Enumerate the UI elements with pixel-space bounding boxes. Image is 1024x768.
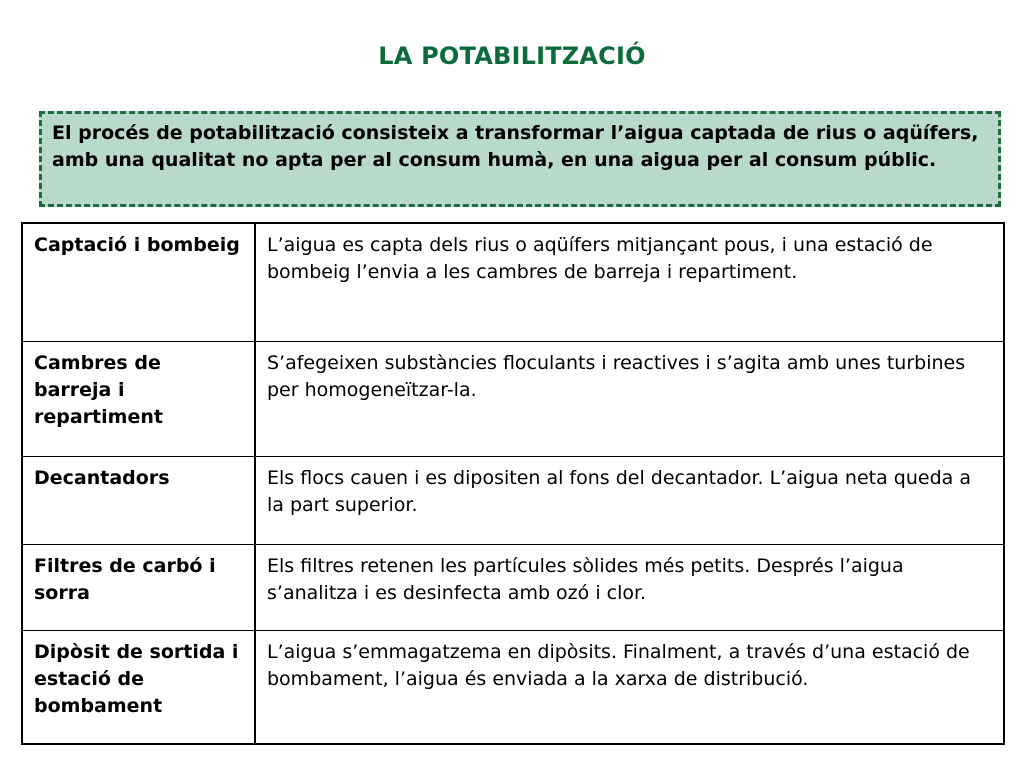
table-row: [22, 630, 1004, 744]
step-description: Els filtres retenen les partícules sòlides més petits. Després l’aigua s’analitza i es desinfecta amb ozó i clor.: [255, 544, 1004, 630]
step-name: Cambres de barreja i repartiment: [22, 341, 255, 456]
table-row: [22, 544, 1004, 630]
table-row: [22, 223, 1004, 341]
step-description: L’aigua es capta dels rius o aqüífers mitjançant pous, i una estació de bombeig l’envia a les cambres de barreja i repartiment.: [255, 223, 1004, 341]
table-row: [22, 456, 1004, 544]
page-title: LA POTABILITZACIÓ: [378, 42, 646, 70]
step-description: L’aigua s’emmagatzema en dipòsits. Finalment, a través d’una estació de bombament, l’aigua és enviada a la xarxa de distribució.: [255, 630, 1004, 744]
step-name: Filtres de carbó i sorra: [22, 544, 255, 630]
step-description: S’afegeixen substàncies floculants i reactives i s’agita amb unes turbines per homogeneïtzar-la.: [255, 341, 1004, 456]
process-table: [21, 222, 1005, 745]
intro-box: El procés de potabilització consisteix a transformar l’aigua captada de rius o aqüífers, amb una qualitat no apta per al consum humà, en una aigua per al consum públic.: [39, 111, 1001, 207]
step-name: Captació i bombeig: [22, 223, 255, 341]
step-name: Dipòsit de sortida i estació de bombament: [22, 630, 255, 744]
step-name: Decantadors: [22, 456, 255, 544]
step-description: Els flocs cauen i es dipositen al fons del decantador. L’aigua neta queda a la part superior.: [255, 456, 1004, 544]
table-row: [22, 341, 1004, 456]
